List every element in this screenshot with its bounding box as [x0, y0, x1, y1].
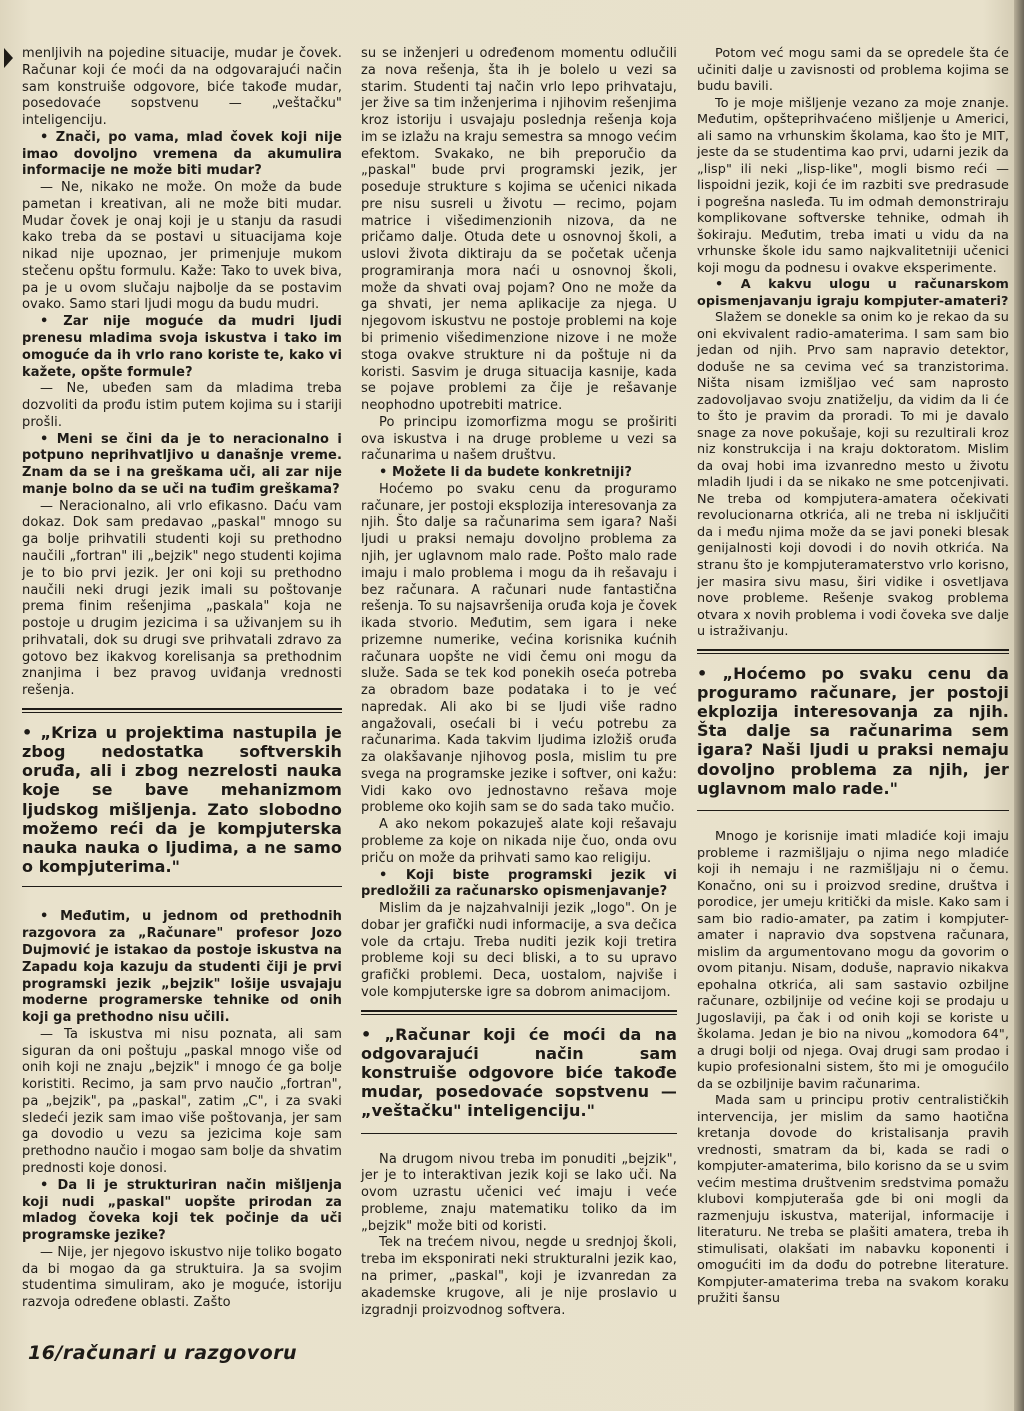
- divider: [361, 1014, 677, 1015]
- answer: — Neracionalno, ali vrlo efikasno. Daću vam dokaz. Dok sam predavao „paskal" mnogo su ga bolje prihvatili studenti koji su prethodno naučili „fortran" ili „bejzik" nego studenti kojima je to bio prvi jezik. Jer oni koji su prethodno naučili neki drugi jezik imali su poštovanje prema finim rešenjima „paskala" koja ne postoje u drugim jezicima i sa uživanjem su ih prihvatali, dok su drugi sve prihvatali zdravo za gotovo bez ikakvog korelisanja sa prethodnim znanjima i bez pravog uviđanja vrednosti rešenja.: [22, 498, 342, 699]
- answer: — Ne, nikako ne može. On može da bude pametan i kreativan, ali ne može biti mudar. Mudar čovek je onaj koji je u stanju da rasudi kako treba da se postavi u situacijama koje nikad nije upoznao, jer primenjuje mukom stečenu opštu formulu. Kaže: Tako to uvek biva, pa je u ovom slučaju najbolje da se postavim ovako. Samo stari ljudi mogu da budu mudri.: [22, 180, 342, 313]
- question: • Koji biste programski jezik vi predložili za računarsko opismenjavanje?: [361, 867, 677, 900]
- pull-quote: • „Kriza u projektima nastupila je zbog nedostatka softverskih oruđa, ali i zbog nezrelosti nauka koje se bave mehanizmom ljudskog mišljenja. Zato slobodno možemo reći da je kompjuterska nauka nauka o ljudima, a ne samo o kompjuterima.": [22, 722, 342, 877]
- answer: Potom već mogu sami da se opredele šta će učiniti dalje u zavisnosti od problema kojima se budu bavili.: [697, 46, 1009, 95]
- pull-quote: • „Hoćemo po svaku cenu da proguramo računare, jer postoji ekplozija interesovanja za njih. Šta dalje sa računarima sem igara? Naši ljudi u praksi nemaju dovoljno problema za njih, jer uglavnom malo rade.": [697, 663, 1009, 798]
- question: • Da li je strukturiran način mišljenja koji nudi „paskal" uopšte prirodan za mladog čoveka koji tek počinje da uči programske jezike?: [22, 1177, 342, 1244]
- answer: Na drugom nivou treba im ponuditi „bejzik", jer je to interaktivan jezik koji se lako uči. Na ovom uzrastu učenici već imaju i veće probleme, znaju matematiku toliko da im „bejzik" može biti od koristi.: [361, 1151, 677, 1234]
- answer: Mislim da je najzahvalniji jezik „logo". On je dobar jer grafički nudi informacije, a sva dečica vole da crtaju. Treba nuditi jezik koji tretira probleme koji su deci bliski, a to su upravo grafički problemi. Deca, uostalom, najviše i vole kompjuterske igre sa dobrom animacijom.: [361, 901, 677, 1000]
- answer: Po principu izomorfizma mogu se proširiti ova iskustva i na druge probleme u vezi sa računarima u našem društvu.: [361, 414, 677, 464]
- divider: [22, 708, 342, 710]
- answer: — Ne, ubeđen sam da mladima treba dozvoliti da prođu istim putem kojima su i stariji prošli.: [22, 381, 342, 430]
- answer: su se inženjeri u određenom momentu odlučili za nova rešenja, šta ih je bolelo u vezi sa starim. Studenti taj način vrlo lepo prihvataju, jer žive sa tim inženjerima i njihovim rešenjima kroz istoriju i usvajaju poslednja rešenja koja im se izlažu na kraju semestra sa mnogo većim efektom. Svakako, ne bih preporučio da „paskal" bude prvi programski jezik, jer poseduje strukture s kojima se učenici nikada pre nisu susreli u životu — recimo, pojam matrice i višedimenzionih nizova, da ne pričamo dalje. Otuda dete u osnovnoj školi, a uslovi života diktiraju da se početak učenja programiranja mora naći u osnovnoj školi, može da shvati ovaj pojam? Ono ne može da ga shvati, jer nema aplikacije za njega. U njegovom iskustvu ne postoje problemi na koje bi primenio višedimenzione nizove i ne može stoga ovakve strukture ni da poštuje ni da koristi. Sasvim je druga situacija kasnije, kada se pojave problemi za čije je rešavanje neophodno upotrebiti matrice.: [361, 46, 677, 414]
- paragraph: menljivih na pojedine situacije, mudar je čovek. Računar koji će moći da na odgovarajući način sam konstruiše odgovore, biće takođe mudar, posedovaće sopstvenu — „veštačku" inteligenciju.: [22, 46, 342, 129]
- answer: Tek na trećem nivou, negde u srednjoj školi, treba im eksponirati neki strukturalni jezik kao, na primer, „paskal", koji je izvanredan za akademske krugove, ali je nije proslavio u izgradnji proizvodnog softvera.: [361, 1235, 677, 1318]
- divider: [697, 810, 1009, 811]
- question: • Znači, po vama, mlad čovek koji nije imao dovoljno vremena da akumulira informacije ne može biti mudar?: [22, 129, 342, 179]
- pull-quote: • „Računar koji će moći da na odgovarajući način sam konstruiše odgovore biće takođe mudar, posedovaće sopstvenu — „veštačku" inteligenciju.": [361, 1024, 677, 1121]
- question: • Meni se čini da je to neracionalno i potpuno neprihvatljivo u današnje vreme. Znam da se i na greškama uči, ali zar nije manje bolno da se uči na tuđim greškama?: [22, 431, 342, 497]
- divider: [361, 1133, 677, 1134]
- question: • A kakvu ulogu u računarskom opismenjavanju igraju kompjuter-amateri?: [697, 277, 1009, 309]
- continuation-arrow-icon: [4, 48, 13, 68]
- answer: Hoćemo po svaku cenu da proguramo računare, jer postoji eksplozija interesovanja za njih. Što dalje sa računarima sem igara? Naši ljudi u praksi nemaju dovoljno problema za njih, jer uglavnom malo rade. Pošto malo rade imaju i malo problema i mogu da ih rešavaju i bez računara. A računari nude fantastična rešenja. To su najsavršenija oruđa koja je čovek ikada stvorio. Međutim, sem igara i neke prizemne numerike, većina korisnika kućnih računara uopšte ne vidi čemu oni mogu da služe. Sada se tek kod ponekih oseća potreba za obradom baze podataka i to je već napredak. Ali ako bi se ljudi više radno angažovali, osećali bi i veću potrebu za računarima. Kada takvim ljudima izložiš oruđa za olakšavanje njihovog posla, mislim tu pre svega na programske jezike i softver, oni kažu: Vidi kako ovo jednostavno rešava moje probleme oko kojih sam se do sada tako mučio.: [361, 481, 677, 816]
- answer: Mnogo je korisnije imati mladiće koji imaju probleme i razmišljaju o njima nego mladiće koji ih nemaju i ne razmišljaju ni o čemu. Konačno, oni su i proizvod sredine, društva i porodice, jer umeju kritički da misle. Kako sam i sam bio radio-amater, pa zatim i kompjuter-amater i napravio dva sopstvena računara, mislim da argumentovano mogu da govorim o ovom pitanju. Nisam, doduše, napravio nikakva epohalna otkrića, ali sam sastavio ozbiljne računare, ozbiljnije od većine koji se prodaju u Jugoslaviji, pa čak i od onih koji se koriste u školama. Jedan je bio na nivou „komodora 64", a drugi bolji od njega. Ovaj drugi sam prodao i kupio profesionalni sistem, što mi je omogućilo da se ozbiljnije bavim računarima.: [697, 828, 1009, 1092]
- answer: A ako nekom pokazuješ alate koji rešavaju probleme za koje on nikada nije čuo, onda ovu priču on može da prihvati samo kao religiju.: [361, 817, 677, 866]
- answer: To je moje mišljenje vezano za moje znanje. Međutim, opšteprihvaćeno mišljenje u Americi, ali samo na vrhunskim školama, kao što je MIT, jeste da se studentima kao prvi, udarni jezik da „lisp" ili neki „lisp-like", mogli bismo reći — lispoidni jezik, koji će im razbiti sve predrasude i pogrešna nasleđa. Tu im odmah demonstriraju komplikovane softverske tehnike, odmah ih šokiraju. Međutim, treba imati u vidu da na vrhunske škole idu samo najkvalitetniji učenici koji mogu da podnesu i ovakve eksperimente.: [697, 95, 1009, 276]
- answer: — Ta iskustva mi nisu poznata, ali sam siguran da oni poštuju „paskal mnogo više od onih koji ne znaju „bejzik" i mnogo će ga bolje koristiti. Recimo, ja sam prvo naučio „fortran", pa „bejzik", pa „paskal", zatim „C", i za svaki sledeći jezik sam imao više poštovanja, jer sam ga dovodio u vezu sa jezicima koje sam prethodno naučio i mogao sam bolje da shvatim prednosti koje donosi.: [22, 1026, 342, 1176]
- column-3: [697, 46, 1009, 1308]
- answer: Slažem se donekle sa onim ko je rekao da su oni ekvivalent radio-amaterima. I sam sam bio jedan od njih. Prvo sam napravio detektor, doduše ne sa cevima već sa tranzistorima. Ništa nisam izmišljao već sam naprosto zadovoljavao svoju znatiželju, da vidim da li će to što je pravim da proradi. To mi je davalo snage za nove pokušaje, koji su rezultirali kroz niz konstrukcija i na kraju doktoratom. Mislim da ovaj hobi ima izvanredno mesto u životu mladih ljudi i da se nikako ne sme potcenjivati. Ne treba od kompjutera-amatera očekivati revolucionarna otkrića, ali ne treba ni isključiti da i među njima može da se javi poneki blesak genijalnosti koji dovodi i do novih otkrića. Na stranu što je kompjuteramaterstvo vrlo korisno, jer masira sivu masu, širi vidike i osvetljava nove probleme. Rešenje svakog problema otvara x novih problema i vodi čoveka sve dalje u istraživanju.: [697, 310, 1009, 640]
- column-1: [22, 46, 342, 1312]
- page-footer: 16/računari u razgovoru: [28, 1342, 298, 1364]
- page-edge-shadow: [1014, 0, 1024, 1411]
- divider: [22, 712, 342, 713]
- divider: [361, 1010, 677, 1012]
- question: • Međutim, u jednom od prethodnih razgovora za „Računare" profesor Jozo Dujmović je istakao da postoje iskustva na Zapadu koja kazuju da studenti čiji je prvi programski jezik „bejzik" lošije usvajaju moderne programerske tehnike od onih koji ga prethodno nisu učili.: [22, 909, 342, 1026]
- answer: Mada sam u principu protiv centralističkih intervencija, jer mislim da samo haotična kretanja dovode do kristalisanja pravih vrednosti, smatram da bi, kada se radi o kompjuter-amaterima, bilo korisno da se u svim većim mestima društvenim sredstvima pomažu klubovi kompjuteraša gde bi oni mogli da razmenjuju iskustva, materijal, informacije i literaturu. Ne treba se plašiti amatera, treba ih stimulisati, olakšati im nabavku koponenti i omogućiti im da dođu do potrebne literature. Kompjuter-amaterima treba na svakom koraku pružiti šansu: [697, 1093, 1009, 1307]
- question: • Možete li da budete konkretniji?: [379, 465, 633, 481]
- column-2: [361, 46, 677, 1319]
- answer: — Nije, jer njegovo iskustvo nije toliko bogato da bi mogao da ga struktuira. Ja sa svojim studentima simuliram, ako je moguće, istoriju razvoja određene oblasti. Zašto: [22, 1244, 342, 1311]
- divider: [22, 886, 342, 887]
- question: • Zar nije moguće da mudri ljudi prenesu mladima svoja iskustva i tako im omoguće da ih vrlo rano koriste te, kako vi kažete, opšte formule?: [22, 314, 342, 380]
- divider: [697, 649, 1009, 651]
- divider: [697, 653, 1009, 654]
